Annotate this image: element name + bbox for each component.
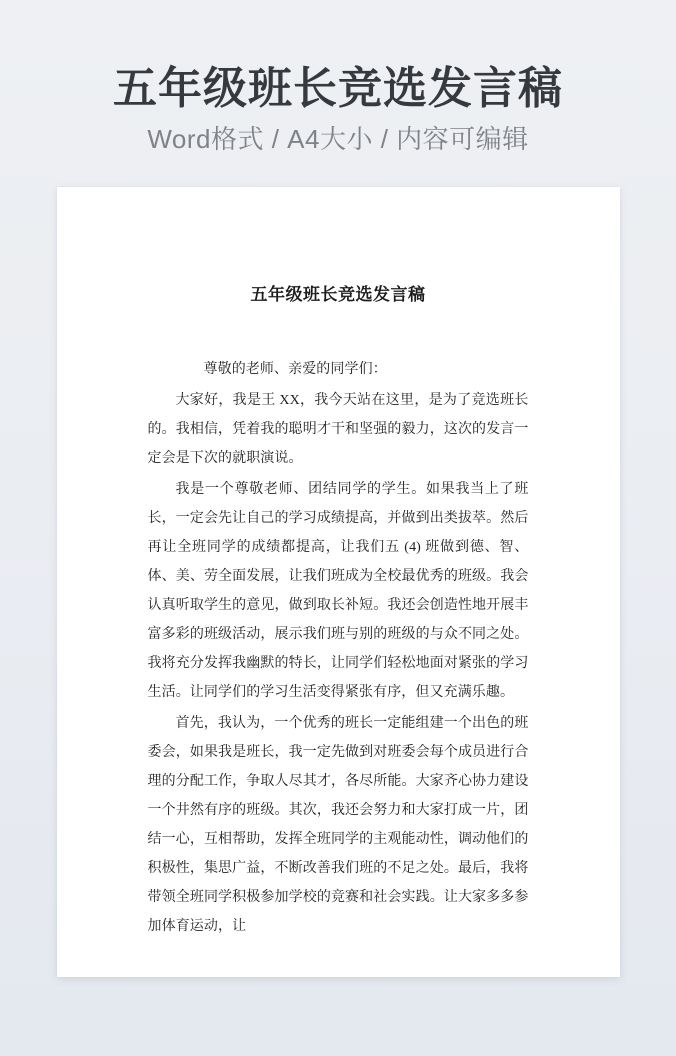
document-title: 五年级班长竞选发言稿 xyxy=(250,285,426,304)
document-paragraph: 首先，我认为，一个优秀的班长一定能组建一个出色的班委会，如果我是班长，我一定先做到对班委会每个成员进行合理的分配工作，争取人尽其才，各尽所能。大家齐心协力建设一个井然有序的班级。其次，我还会努力和大家打成一片，团结一心，互相帮助，发挥全班同学的主观能动性，调动他们的积极性，集思广益，不断改善我们班的不足之处。最后，我将带领全班同学积极参加学校的竞赛和社会实践。让大家多多参加体育运动，让 xyxy=(147,716,529,934)
document-page-preview xyxy=(57,187,620,977)
template-title: 五年级班长竞选发言稿 xyxy=(113,64,563,113)
template-format-subtitle: Word格式 / A4大小 / 内容可编辑 xyxy=(147,124,529,154)
document-body xyxy=(148,355,529,941)
document-paragraph: 我是一个尊敬老师、团结同学的学生。如果我当上了班长，一定会先让自己的学习成绩提高，并做到出类拔萃。然后再让全班同学的成绩都提高，让我们五 (4) 班做到德、智、体、美、劳全面发展，让我们班成为全校最优秀的班级。我会认真听取学生的意见，做到取长补短。我还会创造性地开展丰富多彩的班级活动，展示我们班与别的班级的与众不同之处。我将充分发挥我幽默的特长，让同学们轻松地面对紧张的学习生活。让同学们的学习生活变得紧张有序，但又充满乐趣。 xyxy=(147,482,529,700)
document-paragraph: 大家好，我是王 XX，我今天站在这里，是为了竞选班长的。我相信，凭着我的聪明才干和坚强的毅力，这次的发言一定会是下次的就职演说。 xyxy=(147,393,529,466)
template-header xyxy=(0,0,676,156)
document-greeting-line: 尊敬的老师、亲爱的同学们： xyxy=(203,362,387,377)
